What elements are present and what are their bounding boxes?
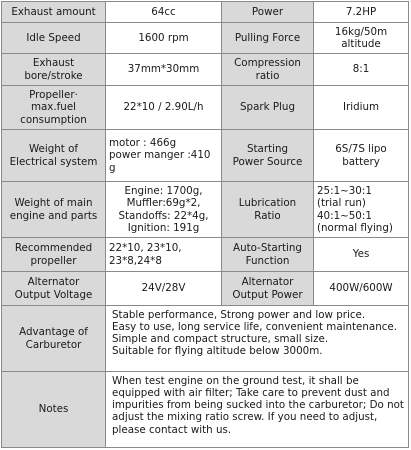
value-line: Ignition: 191g: [127, 221, 200, 234]
value-spark-plug: Iridium: [314, 86, 409, 130]
label-line: Exhaust: [32, 57, 75, 70]
label-line: max.fuel: [30, 101, 77, 114]
label-line: Alternator: [27, 276, 80, 289]
value-line: 40:1~50:1: [317, 209, 372, 222]
value-line: power manger :410: [109, 149, 211, 162]
value-line: (normal flying): [317, 221, 393, 234]
value-recommended-propeller: [106, 238, 222, 272]
value-idle-speed: 1600 rpm: [106, 23, 222, 54]
value-auto-starting-function: Yes: [314, 238, 409, 272]
label-line: Recommended: [14, 242, 93, 255]
label-line: Alternator: [241, 276, 294, 289]
notes-line: impurities from being sucked into the carburetor; Do not: [112, 399, 404, 412]
label-starting-power-source: [222, 130, 314, 182]
label-weight-main-engine: [2, 182, 106, 238]
row-advantage: [2, 306, 409, 372]
notes-line: adjust the mixing ratio screw. If you need to adjust,: [112, 411, 378, 424]
value-line: 25:1~30:1: [317, 185, 372, 198]
label-alternator-output-voltage: [2, 272, 106, 306]
value-weight-main-engine: [106, 182, 222, 238]
label-propeller-fuel-consumption: [2, 86, 106, 130]
value-pulling-force: [314, 23, 409, 54]
label-pulling-force: Pulling Force: [222, 23, 314, 54]
value-advantage-of-carburetor: [106, 306, 409, 372]
label-line: engine and parts: [9, 209, 98, 222]
row-propeller-fuel: [2, 86, 409, 130]
label-line: Function: [245, 254, 290, 267]
label-weight-electrical-system: [2, 130, 106, 182]
label-lubrication-ratio: [222, 182, 314, 238]
row-exhaust-bore: [2, 54, 409, 86]
value-line: motor : 466g: [109, 137, 177, 150]
value-line: (trial run): [317, 197, 366, 210]
label-line: ratio: [255, 69, 280, 82]
value-line: 22*10, 23*10,: [109, 242, 182, 255]
notes-line: equipped with air filter; Take care to prevent dust and: [112, 387, 390, 400]
label-auto-starting-function: [222, 238, 314, 272]
label-advantage-of-carburetor: [2, 306, 106, 372]
label-line: Output Power: [232, 288, 303, 301]
value-line: 6S/7S lipo: [335, 143, 387, 156]
label-line: Power Source: [232, 155, 303, 168]
label-line: Ratio: [254, 209, 281, 222]
label-line: Auto-Starting: [233, 242, 302, 255]
value-propeller-fuel-consumption: 22*10 / 2.90L/h: [106, 86, 222, 130]
value-alternator-output-voltage: 24V/28V: [106, 272, 222, 306]
value-line: 23*8,24*8: [109, 254, 162, 267]
value-line: altitude: [341, 38, 381, 50]
advantage-line: Easy to use, long service life, convenient maintenance.: [112, 321, 398, 334]
label-line: Advantage of: [19, 326, 88, 339]
label-spark-plug: Spark Plug: [222, 86, 314, 130]
label-line: Lubrication: [238, 197, 297, 210]
value-line: Muffler:69g*2,: [126, 197, 201, 210]
value-compression-ratio: 8:1: [314, 54, 409, 86]
label-alternator-output-power: [222, 272, 314, 306]
value-weight-electrical-system: [106, 130, 222, 182]
value-lubrication-ratio: [314, 182, 409, 238]
label-line: Electrical system: [9, 155, 98, 168]
value-line: 16kg/50m: [334, 25, 388, 38]
row-idle-speed: [2, 23, 409, 54]
row-main-engine-weight: [2, 182, 409, 238]
label-line: Propeller·: [29, 89, 78, 102]
value-line: Standoffs: 22*4g,: [118, 209, 209, 222]
value-notes: [106, 372, 409, 448]
label-exhaust-amount: Exhaust amount: [2, 2, 106, 23]
row-recommended-propeller: [2, 238, 409, 272]
label-line: consumption: [20, 113, 87, 126]
label-notes: Notes: [2, 372, 106, 448]
value-alternator-output-power: 400W/600W: [314, 272, 409, 306]
label-line: bore/stroke: [24, 69, 83, 82]
notes-line: When test engine on the ground test, it shall be: [112, 375, 359, 387]
value-power: 7.2HP: [314, 2, 409, 23]
label-line: Weight of main: [14, 197, 93, 210]
label-idle-speed: Idle Speed: [2, 23, 106, 54]
value-line: Engine: 1700g,: [124, 185, 203, 198]
value-line: g: [109, 161, 116, 174]
value-line: battery: [342, 155, 380, 168]
advantage-line: Simple and compact structure, small size.: [112, 333, 329, 346]
row-exhaust-amount: [2, 2, 409, 23]
label-line: Compression: [234, 57, 301, 70]
label-line: Output Voltage: [14, 288, 93, 301]
advantage-line: Stable performance, Strong power and low price.: [112, 309, 366, 321]
row-notes: [2, 372, 409, 448]
value-exhaust-amount: 64cc: [106, 2, 222, 23]
label-recommended-propeller: [2, 238, 106, 272]
label-exhaust-bore-stroke: [2, 54, 106, 86]
value-starting-power-source: [314, 130, 409, 182]
label-line: propeller: [30, 254, 77, 267]
label-line: Carburetor: [25, 338, 82, 351]
label-line: Starting: [246, 143, 289, 156]
label-power: Power: [222, 2, 314, 23]
row-electrical-weight: [2, 130, 409, 182]
notes-line: please contact with us.: [112, 423, 232, 436]
spec-table: [1, 1, 409, 448]
value-exhaust-bore-stroke: 37mm*30mm: [106, 54, 222, 86]
label-line: Weight of: [28, 143, 79, 156]
advantage-line: Suitable for flying altitude below 3000m.: [112, 345, 323, 358]
label-compression-ratio: [222, 54, 314, 86]
row-alternator: [2, 272, 409, 306]
